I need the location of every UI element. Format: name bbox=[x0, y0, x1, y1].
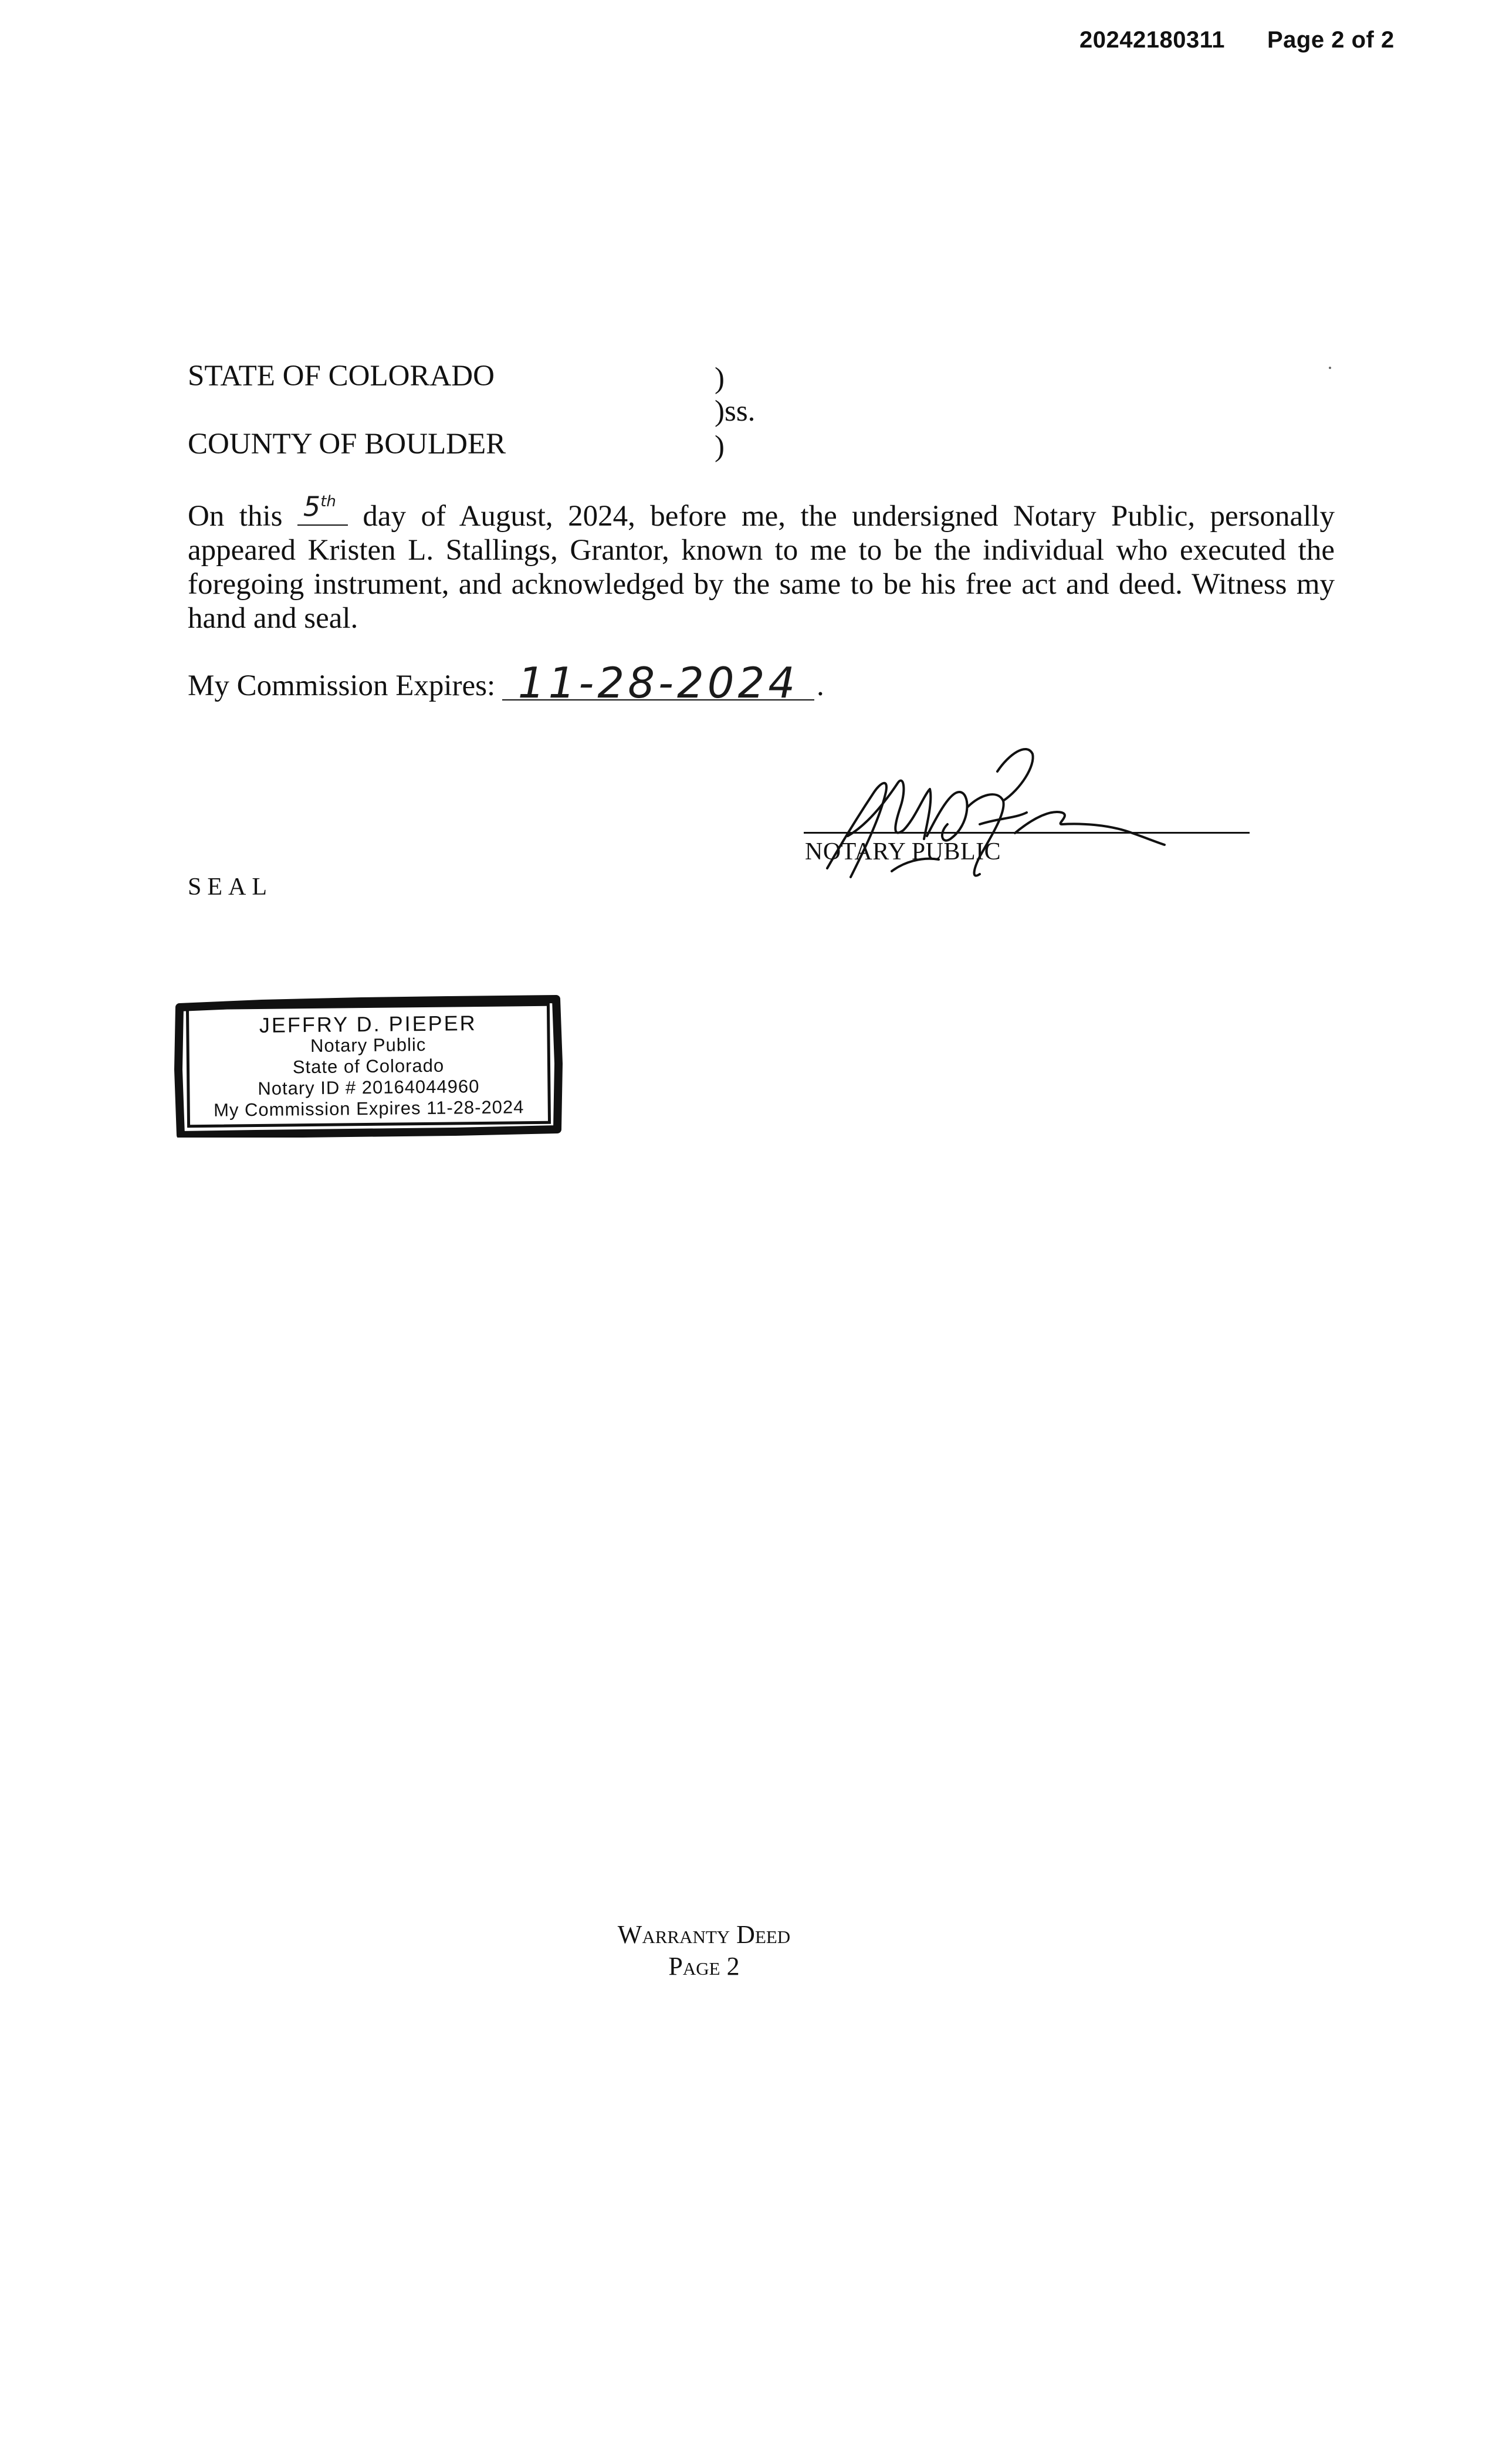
venue-ss: )ss. bbox=[715, 395, 756, 428]
acknowledgment-paragraph bbox=[188, 490, 1335, 635]
stamp-notary-id: Notary ID # 20164044960 bbox=[258, 1076, 480, 1099]
scan-speck bbox=[1329, 367, 1331, 369]
commission-fill-blank bbox=[502, 658, 814, 708]
ack-text-start: On this bbox=[188, 500, 283, 533]
stamp-title: Notary Public bbox=[310, 1034, 427, 1057]
notary-stamp bbox=[174, 993, 563, 1138]
stamp-text-block bbox=[186, 1003, 551, 1128]
commission-label: My Commission Expires: bbox=[188, 669, 496, 702]
page-indicator: Page 2 of 2 bbox=[1267, 27, 1395, 53]
seal-label: SEAL bbox=[188, 874, 273, 901]
stamp-notary-name: JEFFRY D. PIEPER bbox=[259, 1011, 477, 1037]
notary-public-label: NOTARY PUBLIC bbox=[805, 838, 1001, 865]
day-fill-blank bbox=[297, 490, 348, 526]
ack-text-rest: day of August, 2024, before me, the undersigned Notary Public, personally appeared Kristen L. Stallings, Grantor, known to me to be the individual who executed the foregoing instrument, and acknowledged by the same to be his free act and deed. Witness my hand and seal. bbox=[188, 500, 1335, 635]
notary-signature bbox=[804, 736, 1191, 889]
commission-period: . bbox=[817, 669, 824, 702]
day-handwritten: 5th bbox=[303, 490, 336, 523]
document-number: 20242180311 bbox=[1079, 27, 1225, 53]
footer-page-label: Page 2 bbox=[668, 1952, 740, 1981]
venue-state: STATE OF COLORADO bbox=[188, 360, 495, 392]
venue-county: COUNTY OF BOULDER bbox=[188, 428, 506, 461]
stamp-expires: My Commission Expires 11-28-2024 bbox=[213, 1096, 524, 1121]
commission-date-handwritten: 11-28-2024 bbox=[517, 658, 799, 708]
footer-document-title: Warranty Deed bbox=[617, 1920, 791, 1949]
venue-bracket-bottom: ) bbox=[715, 430, 725, 463]
stamp-state: State of Colorado bbox=[292, 1055, 445, 1078]
venue-bracket-top: ) bbox=[715, 362, 725, 395]
